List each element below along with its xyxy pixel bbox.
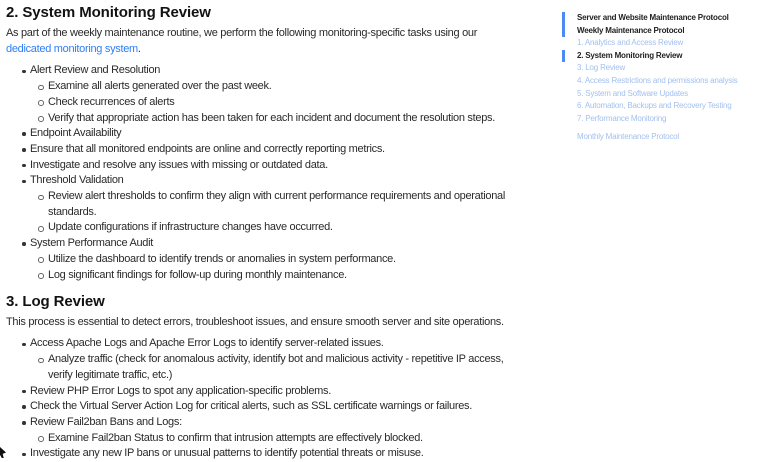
- text-line: Alert Review and Resolution: [30, 64, 161, 77]
- text-line: Investigate and resolve any issues with missing or outdated data.: [30, 158, 328, 171]
- sub-bullet-icon: [38, 226, 44, 232]
- bullet-icon: [22, 453, 26, 457]
- toc-item[interactable]: Weekly Maintenance Protocol: [562, 25, 758, 38]
- intro-line-2: [6, 41, 562, 57]
- text-line: Check recurrences of alerts: [48, 95, 175, 108]
- list-item: [6, 220, 562, 236]
- section-heading-log-review: 3. Log Review: [6, 293, 105, 311]
- text-line: standards.: [48, 205, 97, 218]
- text-line: Examine Fail2ban Status to confirm that intrusion attempts are effectively blocked.: [48, 431, 423, 444]
- text-line: Threshold Validation: [30, 174, 124, 187]
- toc-item[interactable]: 4. Access Restrictions and permissions analysis: [577, 75, 738, 85]
- dedicated-monitoring-system-link[interactable]: dedicated monitoring system: [6, 43, 138, 56]
- bullet-icon: [22, 343, 26, 347]
- sub-bullet-icon: [38, 195, 44, 201]
- list-item: [6, 79, 562, 95]
- list-item: [6, 142, 562, 158]
- log-review-list: [6, 336, 562, 462]
- intro-paragraph: [6, 25, 562, 57]
- text-line: Utilize the dashboard to identify trends or anomalies in system performance.: [48, 252, 396, 265]
- table-of-contents: [562, 12, 758, 144]
- log-review-intro: [6, 314, 562, 330]
- text-line: Verify that appropriate action has been taken for each incident and document the resolution steps.: [48, 111, 495, 124]
- toc-item[interactable]: 1. Analytics and Access Review: [577, 38, 684, 48]
- section-heading-system-monitoring: 2. System Monitoring Review: [6, 4, 211, 21]
- list-item: [6, 158, 562, 174]
- toc-item[interactable]: 7. Performance Monitoring: [577, 113, 667, 123]
- bullet-icon: [22, 70, 26, 74]
- toc-item[interactable]: 6. Automation, Backups and Recovery Testing: [577, 101, 732, 111]
- bullet-icon: [22, 164, 26, 168]
- list-item: [6, 399, 562, 415]
- list-item: [6, 352, 562, 383]
- text-line: System Performance Audit: [30, 237, 154, 250]
- toc-item[interactable]: Monthly Maintenance Protocol: [577, 132, 680, 142]
- text-line: Update configurations if infrastructure changes have occurred.: [48, 221, 333, 234]
- list-item: [6, 252, 562, 268]
- sub-bullet-icon: [38, 358, 44, 364]
- bullet-icon: [22, 180, 26, 184]
- list-item: [6, 336, 562, 352]
- bullet-icon: [22, 148, 26, 152]
- list-item: [6, 268, 562, 284]
- text-line: Log significant findings for follow-up during monthly maintenance.: [48, 268, 347, 281]
- sub-bullet-icon: [38, 257, 44, 263]
- list-item: [6, 126, 562, 142]
- bullet-icon: [22, 242, 26, 246]
- sub-bullet-icon: [38, 85, 44, 91]
- text-line: Review Fail2ban Bans and Logs:: [30, 415, 182, 428]
- text-line: verify legitimate traffic, etc.): [48, 368, 173, 381]
- intro-tail: .: [137, 43, 141, 56]
- system-monitoring-list: [6, 63, 562, 283]
- toc-item[interactable]: Server and Website Maintenance Protocol: [562, 12, 758, 25]
- text-line: Endpoint Availability: [30, 127, 122, 140]
- text-line: Check the Virtual Server Action Log for critical alerts, such as SSL certificate warnings or failures.: [30, 400, 472, 413]
- intro-line-1: As part of the weekly maintenance routine, we perform the following monitoring-specific tasks using our: [6, 27, 478, 39]
- text-line: Examine all alerts generated over the past week.: [48, 80, 272, 93]
- sub-bullet-icon: [38, 100, 44, 106]
- text-line: Analyze traffic (check for anomalous activity, identify bot and malicious activity - repetitive IP access,: [48, 353, 504, 366]
- text-line: Review alert thresholds to confirm they align with current performance requirements and operational: [48, 190, 505, 203]
- text-line: Access Apache Logs and Apache Error Logs to identify server-related issues.: [30, 337, 384, 350]
- list-item: [6, 236, 562, 252]
- bullet-icon: [22, 405, 26, 409]
- list-item: [6, 63, 562, 79]
- list-item: [6, 173, 562, 189]
- sub-bullet-icon: [38, 116, 44, 122]
- sub-bullet-icon: [38, 273, 44, 279]
- bullet-icon: [22, 421, 26, 425]
- list-item: [6, 111, 562, 127]
- text-line: Investigate any new IP bans or unusual patterns to identify potential threats or misuse.: [30, 447, 424, 460]
- text-line: Ensure that all monitored endpoints are online and correctly reporting metrics.: [30, 142, 385, 155]
- log-review-intro-line: This process is essential to detect errors, troubleshoot issues, and ensure smooth server and site operations.: [6, 316, 504, 329]
- list-item: [6, 415, 562, 431]
- list-item: [6, 384, 562, 400]
- bullet-icon: [22, 132, 26, 136]
- list-item: [6, 95, 562, 111]
- toc-item[interactable]: 2. System Monitoring Review: [562, 50, 758, 63]
- toc-item[interactable]: 3. Log Review: [577, 63, 626, 73]
- list-item: [6, 189, 562, 220]
- main-content: [6, 0, 562, 462]
- sub-bullet-icon: [38, 436, 44, 442]
- text-line: Review PHP Error Logs to spot any application-specific problems.: [30, 384, 331, 397]
- bullet-icon: [22, 390, 26, 394]
- list-item: [6, 431, 562, 447]
- toc-item[interactable]: 5. System and Software Updates: [577, 88, 688, 98]
